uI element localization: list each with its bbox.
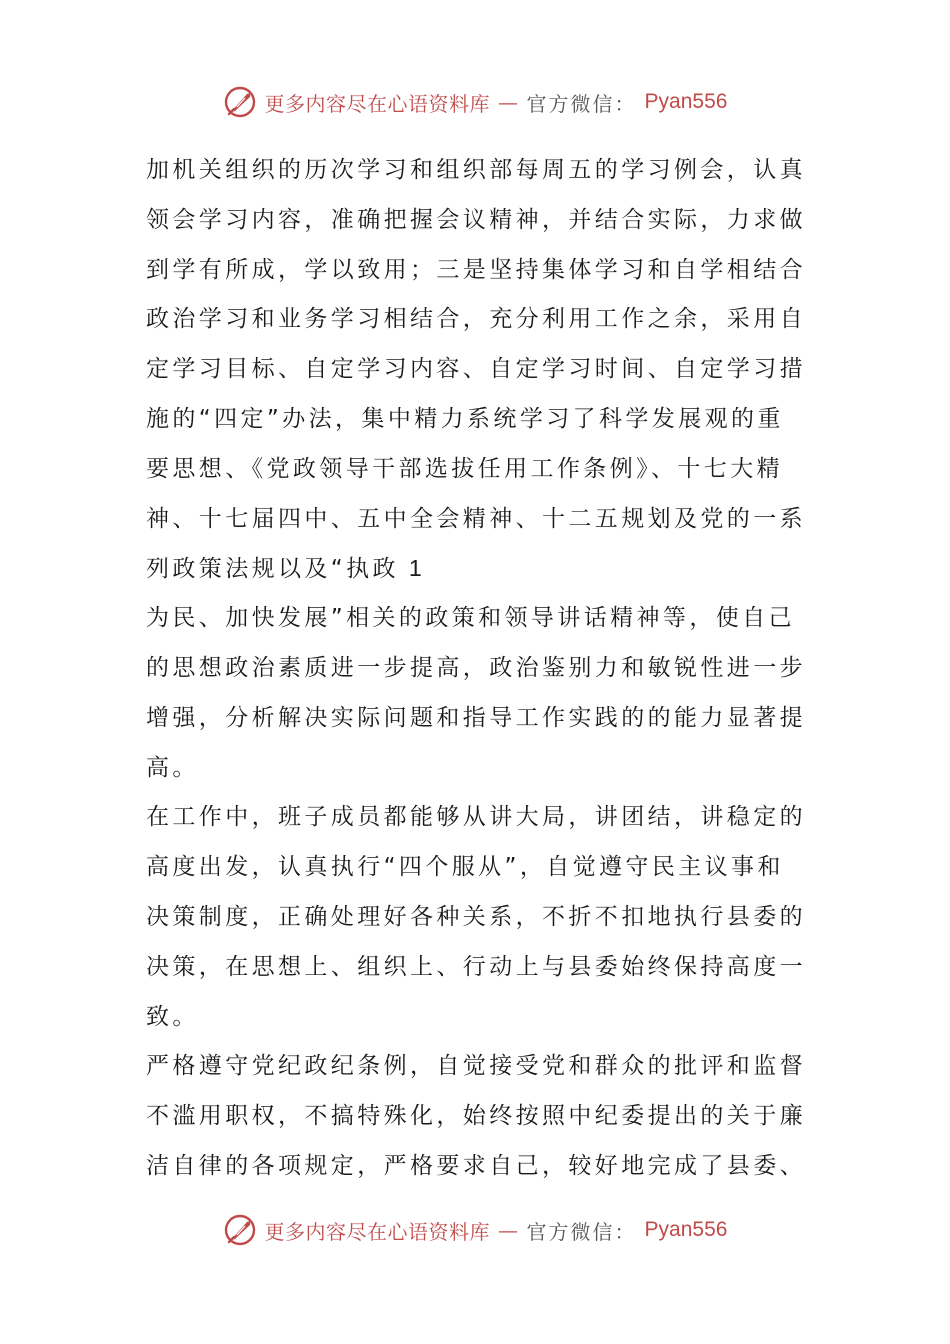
text-line: 在工作中，班子成员都能够从讲大局，讲团结，讲稳定的 (146, 804, 806, 831)
banner-slogan: 更多内容尽在心语资料库 (264, 1219, 491, 1244)
banner-wechat-id: Pyan556 (644, 1218, 728, 1241)
footer-watermark-banner (0, 1210, 950, 1250)
document-body (146, 146, 808, 1192)
text-line: 决策制度，正确处理好各种关系，不折不扣地执行县委的 (146, 903, 806, 930)
text-line: 领会学习内容，准确把握会议精神，并结合实际，力求做 (146, 206, 806, 233)
text-line: 要思想、《党政领导干部选拔任用工作条例》、十七大精 (146, 455, 783, 482)
banner-slogan: 更多内容尽在心语资料库 (264, 91, 491, 116)
text-line: 不滥用职权，不搞特殊化，始终按照中纪委提出的关于廉 (146, 1103, 806, 1130)
text-line: 高度出发，认真执行“四个服从”，自觉遵守民主议事和 (146, 854, 784, 881)
page-number: 1 (408, 555, 422, 582)
text-line: 列政策法规以及“执政 (146, 556, 399, 583)
text-line: 到学有所成，学以致用；三是坚持集体学习和自学相结合 (146, 256, 806, 283)
banner-wechat-label: 官方微信： (526, 1219, 637, 1244)
text-line: 严格遵守党纪政纪条例，自觉接受党和群众的批评和监督 (146, 1053, 806, 1080)
text-line: 施的“四定”办法，集中精力系统学习了科学发展观的重 (146, 405, 784, 432)
header-watermark-banner (0, 82, 950, 122)
banner-wechat-id: Pyan556 (644, 90, 728, 113)
banner-wechat-label: 官方微信： (526, 91, 637, 116)
text-line-with-page-number (146, 544, 808, 594)
text-line: 加机关组织的历次学习和组织部每周五的学习例会，认真 (146, 157, 806, 183)
text-line: 神、十七届四中、五中全会精神、十二五规划及党的一系 (146, 505, 806, 532)
text-line: 致。 (146, 1003, 199, 1030)
quill-pen-icon (223, 1213, 257, 1247)
text-line: 决策，在思想上、组织上、行动上与县委始终保持高度一 (146, 953, 806, 980)
text-line: 增强，分析解决实际问题和指导工作实践的的能力显著提 (146, 704, 806, 731)
text-line: 洁自律的各项规定，严格要求自己，较好地完成了县委、 (146, 1152, 806, 1179)
text-line: 政治学习和业务学习相结合，充分利用工作之余，采用自 (146, 306, 806, 333)
text-line: 定学习目标、自定学习内容、自定学习时间、自定学习措 (146, 356, 806, 383)
text-line: 的思想政治素质进一步提高，政治鉴别力和敏锐性进一步 (146, 654, 806, 681)
banner-separator: — (498, 90, 519, 114)
text-line: 高。 (146, 754, 199, 781)
quill-pen-icon (223, 85, 257, 119)
banner-separator: — (498, 1218, 519, 1242)
text-line: 为民、加快发展”相关的政策和领导讲话精神等，使自己 (146, 605, 795, 632)
